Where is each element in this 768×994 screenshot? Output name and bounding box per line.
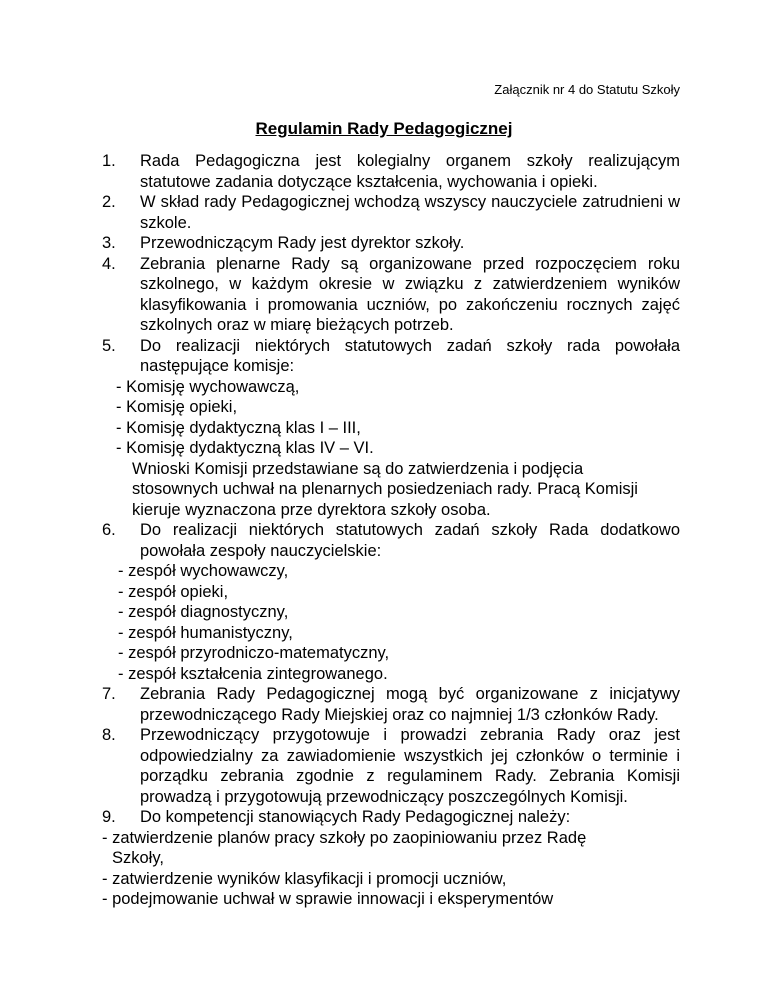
list-item-8: 8. Przewodniczący przygotowuje i prowadzi zebrania Rady oraz jest odpowiedzialny za zawiadomienie wszystkich jej członków o terminie i porządku zebrania zgodnie z regulaminem Rady. Zebrania Komisji prowadzą i przygotowują przewodniczący poszczególnych Komisji. <box>102 726 680 806</box>
list-item-9: 9. Do kompetencji stanowiących Rady Pedagogicznej należy: <box>102 808 571 826</box>
commission-item: - Komisję opieki, <box>116 398 238 416</box>
document-title: Regulamin Rady Pedagogicznej <box>255 119 513 138</box>
list-item-3: 3. Przewodniczącym Rady jest dyrektor szkoły. <box>102 234 465 252</box>
list-item-5: 5. Do realizacji niektórych statutowych zadań szkoły rada powołała następujące komisje: <box>102 336 680 375</box>
competence-item-continuation: Szkoły, <box>112 849 164 867</box>
competence-item: - zatwierdzenie wyników klasyfikacji i promocji uczniów, <box>102 869 507 888</box>
commission-item: - Komisję dydaktyczną klas IV – VI. <box>116 439 374 457</box>
commission-note: Wnioski Komisji przedstawiane są do zatwierdzenia i podjęcia stosownych uchwał na plenarnych posiedzeniach rady. Pracą Komisji kieruje wyznaczona prze dyrektora szkoły osoba. <box>132 459 638 519</box>
commission-item: - Komisję wychowawczą, <box>116 377 300 396</box>
document-body <box>102 151 680 910</box>
team-item: - zespół diagnostyczny, <box>118 603 289 621</box>
team-item: - zespół wychowawczy, <box>118 562 289 580</box>
list-item-1: 1. Rada Pedagogiczna jest kolegialny organem szkoły realizującym statutowe zadania dotyczące kształcenia, wychowania i opieki. <box>102 152 680 191</box>
list-item-2: 2. W skład rady Pedagogicznej wchodzą wszyscy nauczyciele zatrudnieni w szkole. <box>102 193 680 232</box>
competence-item: - podejmowanie uchwał w sprawie innowacji i eksperymentów <box>102 890 554 908</box>
list-item-7: 7. Zebrania Rady Pedagogicznej mogą być organizowane z inicjatywy przewodniczącego Rady Miejskiej oraz co najmniej 1/3 członków Rady. <box>102 685 680 724</box>
competence-item: - zatwierdzenie planów pracy szkoły po zaopiniowaniu przez Radę <box>102 828 587 847</box>
annex-label: Załącznik nr 4 do Statutu Szkoły <box>494 82 680 97</box>
list-item-6: 6. Do realizacji niektórych statutowych zadań szkoły Rada dodatkowo powołała zespoły nauczycielskie: <box>102 521 680 560</box>
commission-item: - Komisję dydaktyczną klas I – III, <box>116 418 361 437</box>
team-item: - zespół przyrodniczo-matematyczny, <box>118 644 390 662</box>
team-item: - zespół humanistyczny, <box>118 623 293 642</box>
team-item: - zespół opieki, <box>118 582 229 601</box>
list-item-4: 4. Zebrania plenarne Rady są organizowane przed rozpoczęciem roku szkolnego, w każdym okresie w związku z zatwierdzeniem wyników klasyfikowania i promowania uczniów, po zakończeniu rocznych zajęć szkolnych oraz w miarę bieżących potrzeb. <box>102 254 680 334</box>
team-item: - zespół kształcenia zintegrowanego. <box>118 664 388 683</box>
